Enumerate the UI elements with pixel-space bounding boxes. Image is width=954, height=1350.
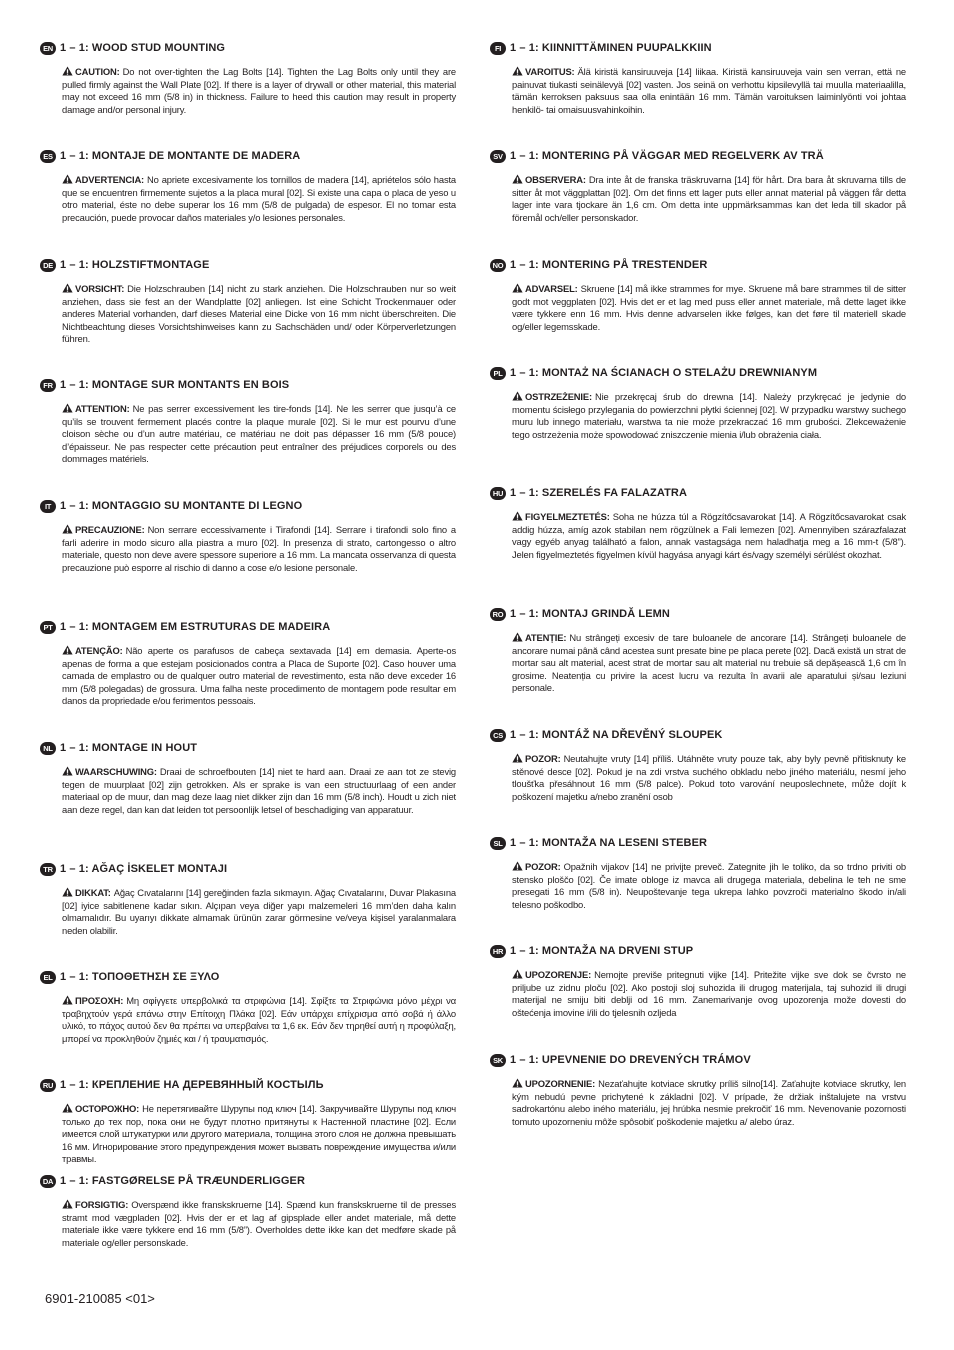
section-title: 1 – 1: KIINNITTÄMINEN PUUPALKKIIN bbox=[510, 42, 712, 54]
section-body bbox=[512, 511, 906, 561]
section-header bbox=[40, 1173, 452, 1189]
section-body bbox=[512, 753, 906, 803]
warning-triangle-icon bbox=[512, 1078, 523, 1088]
warning-keyword: VORSICHT: bbox=[75, 283, 125, 294]
section-body bbox=[512, 969, 906, 1019]
warning-triangle-icon bbox=[512, 511, 523, 521]
language-badge-icon: EN bbox=[40, 42, 56, 55]
section-header bbox=[490, 835, 902, 851]
warning-keyword: WAARSCHUWING: bbox=[75, 766, 157, 777]
warning-triangle-icon bbox=[512, 283, 523, 293]
warning-keyword: DIKKAT: bbox=[75, 887, 111, 898]
section-sk bbox=[490, 1052, 906, 1128]
warning-triangle-icon bbox=[512, 861, 523, 871]
section-it bbox=[40, 498, 456, 574]
section-title: 1 – 1: MONTAGGIO SU MONTANTE DI LEGNO bbox=[60, 500, 303, 512]
section-body bbox=[62, 66, 456, 116]
section-title: 1 – 1: WOOD STUD MOUNTING bbox=[60, 42, 226, 54]
warning-keyword: OSTRZEŻENIE: bbox=[525, 391, 592, 402]
warning-text: Do not over-tighten the Lag Bolts [14]. Tighten the Lag Bolts only until they are pulled firmly against the Wall Plate [02]. If there is a layer of drywall or other material, this material may not exceed 16 mm (5/8 in) in thickness. Failure to heed this caution may result in property damage and/or personal injury. bbox=[62, 66, 456, 115]
section-header bbox=[40, 861, 452, 877]
warning-text: Μη σφίγγετε υπερβολικά τα στριφώνια [14]. Σφίξτε τα Στριφώνια μόνο μέχρι να τραβηχτούν γερά επάνω στην Επίτοιχη Πλάκα [02]. Εάν υπάρχει επίχρισμα από σοβά ή άλλο υλικό, το πάχος αυτού δεν θα πρέπει να υπερβαίνει τα 1,6 εκ. Εάν δεν τηρηθεί αυτή η προφύλαξη, μπορεί να προκληθούν ζημιές και / ή τραυματισμός. bbox=[62, 995, 456, 1044]
section-header bbox=[490, 606, 902, 622]
section-header bbox=[490, 40, 902, 56]
warning-triangle-icon bbox=[512, 391, 523, 401]
warning-text: Älä kiristä kansiruuveja [14] liikaa. Kiristä kansiruuveja vain sen verran, että ne painuvat tiukasti seinälevyä [02] vasten. Jos seinä on verhottu kipsilevyllä tai muulla materiaalilla, tämän kerroksen paksuus saa olla enintään 16 mm. Tämän varoituksen laiminlyönti voi johtaa henkilö- tai omaisuusvahinkoihin. bbox=[512, 66, 906, 115]
section-body bbox=[512, 174, 906, 224]
section-body bbox=[512, 391, 906, 441]
warning-keyword: PRECAUZIONE: bbox=[75, 524, 145, 535]
section-title: 1 – 1: MONTAŽA NA LESENI STEBER bbox=[510, 837, 708, 849]
warning-keyword: OBSERVERA: bbox=[525, 174, 586, 185]
language-badge-icon: SL bbox=[490, 837, 506, 850]
warning-triangle-icon bbox=[62, 174, 73, 184]
language-badge-icon: ES bbox=[40, 150, 56, 163]
warning-triangle-icon bbox=[62, 403, 73, 413]
warning-triangle-icon bbox=[62, 283, 73, 293]
warning-keyword: POZOR: bbox=[525, 753, 561, 764]
section-pl bbox=[490, 365, 906, 441]
section-hu bbox=[490, 485, 906, 561]
warning-text: Nu strângeți excesiv de tare buloanele de ancorare [14]. Strângeți buloanele de ancorare numai până când acestea sunt presate bine pe placa perete [02]. Dacă există un strat de mortar sau alt material, acest strat de mortar sau alt material nu trebuie să depășească 1,6 cm în grosime. Neatenția cu privire la acest lucru va rezulta în avarii ale aparatului și/sau leziuni personale. bbox=[512, 632, 906, 694]
language-badge-icon: NO bbox=[490, 259, 506, 272]
language-badge-icon: HU bbox=[490, 487, 506, 500]
warning-keyword: ATTENTION: bbox=[75, 403, 130, 414]
language-badge-icon: FR bbox=[40, 379, 56, 392]
section-body bbox=[512, 1078, 906, 1128]
warning-keyword: CAUTION: bbox=[75, 66, 120, 77]
section-title: 1 – 1: FASTGØRELSE PÅ TRÆUNDERLIGGER bbox=[60, 1175, 306, 1187]
warning-text: Neutahujte vruty [14] příliš. Utáhněte vruty pouze tak, aby byly pevně přitisknuty ke stěnové desce [02]. Pokud je na zdi vrstva suchého obkladu nebo jiného materiálu, nesmí jeho tloušťka přesáhnout 16 mm (5/8 palce). Pokud toto varování neuposlechnete, může dojít k poškození majetku a/nebo zranění osob bbox=[512, 753, 906, 802]
section-title: 1 – 1: HOLZSTIFTMONTAGE bbox=[60, 259, 210, 271]
language-badge-icon: EL bbox=[40, 971, 56, 984]
warning-text: Overspænd ikke franskskruerne [14]. Spænd kun franskskruerne til de presses stramt mod vægpladen [02]. Hvis der er et lag af gipsplade eller andet materiale, må dette materiale ikke være tykkere end 16 mm (5/8”). Overholdes dette ikke kan det medføre skade på materiale og/eller personskade. bbox=[62, 1199, 456, 1248]
warning-triangle-icon bbox=[512, 632, 523, 642]
warning-keyword: VAROITUS: bbox=[525, 66, 575, 77]
section-de bbox=[40, 257, 456, 346]
warning-keyword: UPOZORENJE: bbox=[525, 969, 592, 980]
warning-triangle-icon bbox=[62, 645, 73, 655]
warning-keyword: ΠΡΟΣΟΧΗ: bbox=[75, 995, 124, 1006]
warning-triangle-icon bbox=[512, 969, 523, 979]
section-header bbox=[490, 943, 902, 959]
section-header bbox=[490, 365, 902, 381]
warning-triangle-icon bbox=[62, 524, 73, 534]
warning-text: Skruene [14] må ikke strammes for mye. Skruene må bare strammes til de sitter godt mot veggplaten [02]. Hvis det er et lag med puss eller annet materiale, må dette laget ikke være tykkere enn 16 mm. Hvis denne advarselen ikke følges, kan det føre til materiell skade og/eller legemsskade. bbox=[512, 283, 906, 332]
section-sv bbox=[490, 148, 906, 224]
section-fr bbox=[40, 377, 456, 466]
section-header bbox=[40, 257, 452, 273]
section-sl bbox=[490, 835, 906, 911]
warning-text: No apriete excesivamente los tornillos de madera [14], apriételos sólo hasta que se encuentren firmemente sujetos a la placa mural [02]. Si existe una capa o placa de yeso u otro material, éste no debe superar los 16 mm (5/8 de pulgada) de espesor. El no tomar esta precaución, puede provocar daños materiales y/o lesiones personales. bbox=[62, 174, 456, 223]
section-body bbox=[62, 1199, 456, 1249]
warning-text: Не перетягивайте Шурупы под ключ [14]. Закручивайте Шурупы под ключ только до тех пор, пока они не будут плотно притянуты к Настенной пластине [02]. Если имеется слой штукатурки или другого материала, толщина этого слоя не должна превышать 16 мм. Игнорирование этого предупреждения может вызвать повреждение имущества и/или травмы. bbox=[62, 1103, 456, 1165]
document-code: 6901-210085 <01> bbox=[45, 1291, 155, 1306]
language-badge-icon: HR bbox=[490, 945, 506, 958]
section-header bbox=[490, 727, 902, 743]
section-title: 1 – 1: UPEVNENIE DO DREVENÝCH TRÁMOV bbox=[510, 1054, 751, 1066]
warning-text: Soha ne húzza túl a Rögzítőcsavarokat [14]. A Rögzítőcsavarokat csak addig húzza, amíg azok stabilan nem rögzülnek a Fali lemezen [02]. Amennyiben szárazfalazat vagy egyéb anyag található a falon, annak vastagsága nem haladhatja meg a 16 mm-t (5/8”). Jelen figyelmeztetés figyelmen kívül hagyása anyagi kárt és/vagy személyi sérülést okozhat. bbox=[512, 511, 906, 560]
language-badge-icon: PL bbox=[490, 367, 506, 380]
warning-keyword: FORSIGTIG: bbox=[75, 1199, 129, 1210]
warning-text: Dra inte åt de franska träskruvarna [14] för hårt. Dra bara åt skruvarna tills de sitter åt mot väggplattan [02]. Om det finns ett lager puts eller annat material på väggen får detta lager inte vara tjockare än 1,6 cm. Om detta inte uppmärksammas kan det leda till skador på föremål och/eller personskador. bbox=[512, 174, 906, 223]
section-body bbox=[512, 66, 906, 116]
section-title: 1 – 1: AĞAÇ İSKELET MONTAJI bbox=[60, 863, 228, 875]
section-title: 1 – 1: MONTERING PÅ TRESTENDER bbox=[510, 259, 708, 271]
language-badge-icon: TR bbox=[40, 863, 56, 876]
warning-triangle-icon bbox=[62, 766, 73, 776]
section-body bbox=[62, 645, 456, 708]
section-body bbox=[62, 887, 456, 937]
warning-triangle-icon bbox=[512, 753, 523, 763]
section-body bbox=[512, 632, 906, 695]
section-es bbox=[40, 148, 456, 224]
warning-text: Nie przekręcaj śrub do drewna [14]. Należy przykręcać je jedynie do momentu ścisłego przylegania do powierzchni płytki ściennej [02]. W przypadku warstwy suchego muru lub innego materiału, warstwa ta nie może przekraczać 16 mm grubości. Zlekceważenie tego ostrzeżenia może spowodować zniszczenie mienia i/lub obrażenia ciała. bbox=[512, 391, 906, 440]
section-header bbox=[40, 740, 452, 756]
section-title: 1 – 1: MONTAŽA NA DRVENI STUP bbox=[510, 945, 694, 957]
section-header bbox=[490, 257, 902, 273]
section-body bbox=[512, 861, 906, 911]
section-fi bbox=[490, 40, 906, 116]
section-ro bbox=[490, 606, 906, 695]
warning-text: Ağaç Cıvatalarını [14] gereğinden fazla sıkmayın. Ağaç Cıvatalarını, Duvar Plakasına [02] iyice sabitlenene kadar sıkın. Alçıpan veya diğer yapı malzemeleri 16 mm’den daha kalın olmamalıdır. Bu uyarıyı dikkate almamak ürünün zarar görmesine ve/veya kişisel yaralanmalara neden olabilir. bbox=[62, 887, 456, 936]
warning-triangle-icon bbox=[62, 887, 73, 897]
section-ru bbox=[40, 1077, 456, 1166]
section-title: 1 – 1: MONTAŻ NA ŚCIANACH O STELAŻU DREWNIANYM bbox=[510, 367, 818, 379]
language-badge-icon: SV bbox=[490, 150, 506, 163]
section-pt bbox=[40, 619, 456, 708]
section-tr bbox=[40, 861, 456, 937]
section-title: 1 – 1: MONTERING PÅ VÄGGAR MED REGELVERK AV TRÄ bbox=[510, 150, 824, 162]
language-badge-icon: PT bbox=[40, 621, 56, 634]
warning-keyword: ATENȚIE: bbox=[525, 632, 567, 643]
section-title: 1 – 1: MONTAGE SUR MONTANTS EN BOIS bbox=[60, 379, 290, 391]
section-title: 1 – 1: ΤΟΠΟΘΕΤΗΣΗ ΣΕ ΞΥΛΟ bbox=[60, 971, 220, 983]
warning-triangle-icon bbox=[512, 66, 523, 76]
language-badge-icon: NL bbox=[40, 742, 56, 755]
language-badge-icon: FI bbox=[490, 42, 506, 55]
language-badge-icon: RU bbox=[40, 1079, 56, 1092]
section-hr bbox=[490, 943, 906, 1019]
section-body bbox=[62, 995, 456, 1045]
section-no bbox=[490, 257, 906, 333]
section-header bbox=[40, 498, 452, 514]
section-header bbox=[40, 619, 452, 635]
section-body bbox=[62, 403, 456, 466]
section-body bbox=[62, 766, 456, 816]
section-header bbox=[490, 148, 902, 164]
warning-triangle-icon bbox=[62, 1199, 73, 1209]
section-header bbox=[40, 1077, 452, 1093]
section-body bbox=[62, 1103, 456, 1166]
warning-text: Ne pas serrer excessivement les tire-fonds [14]. Ne les serrer que jusqu’à ce qu’ils se trouvent fermement placés contre la plaque murale [02]. Si le mur est pourvu d’une cloison sèche ou d’un autre matériau, ce matériau ne doit pas dépasser 16 mm (5/8 pouce) d’épaisseur. Ne pas respecter cette précaution peut entraîner des préjudices corporels ou des dommages matériels. bbox=[62, 403, 456, 465]
language-badge-icon: RO bbox=[490, 608, 506, 621]
warning-keyword: FIGYELMEZTETÉS: bbox=[525, 511, 610, 522]
warning-triangle-icon bbox=[512, 174, 523, 184]
section-body bbox=[62, 283, 456, 346]
language-badge-icon: IT bbox=[40, 500, 56, 513]
section-header bbox=[490, 1052, 902, 1068]
section-title: 1 – 1: MONTÁŽ NA DŘEVĚNÝ SLOUPEK bbox=[510, 729, 723, 741]
warning-keyword: UPOZORNENIE: bbox=[525, 1078, 596, 1089]
section-cs bbox=[490, 727, 906, 803]
warning-triangle-icon bbox=[62, 995, 73, 1005]
warning-triangle-icon bbox=[62, 1103, 73, 1113]
section-body bbox=[62, 174, 456, 224]
section-title: 1 – 1: MONTAGEM EM ESTRUTURAS DE MADEIRA bbox=[60, 621, 331, 633]
section-en bbox=[40, 40, 456, 116]
language-badge-icon: DA bbox=[40, 1175, 56, 1188]
warning-text: Nemojte previše pritegnuti vijke [14]. Pritežite vijke sve dok se čvrsto ne priljube uz zidnu ploču [02]. Ako postoji sloj suhozida ili drugog materijala, taj suhozid ili drugi materijal ne smiju biti deblji od 16 mm. Zanemarivanje ovog upozorenja može dovesti do oštećenja imovine i/ili do tjelesnih ozljeda bbox=[512, 969, 906, 1018]
warning-text: Nezaťahujte kotviace skrutky príliš silno[14]. Zaťahujte kotviace skrutky, len kým nebudú pevne prichytené k základni [02]. V prípade, že držiak inštalujete na vrstvu sadrokartónu alebo iného materiálu, jej hrúbka nesmie prekročiť 16 mm. Nevenovanie pozornosti tomuto upozorneniu môže spôsobiť poškodenie majetku a/ alebo úraz. bbox=[512, 1078, 906, 1127]
warning-text: Die Holzschrauben [14] nicht zu stark anziehen. Die Holzschrauben nur so weit anziehen, dass sie fest an der Wandplatte [02] anliegen. Ist eine Schicht Trockenmauer oder anderes Material vorhanden, darf dieses Material eine Dicke von 16 mm nicht überschreiten. Die Nichtbeachtung dieses Vorsichtshinweises kann zu Sachschäden und/ oder Körperverletzungen führen. bbox=[62, 283, 456, 345]
section-title: 1 – 1: SZERELÉS FA FALAZATRA bbox=[510, 487, 687, 499]
section-da bbox=[40, 1173, 456, 1249]
section-header bbox=[40, 40, 452, 56]
warning-keyword: POZOR: bbox=[525, 861, 561, 872]
section-body bbox=[62, 524, 456, 574]
warning-keyword: ОСТОРОЖНО: bbox=[75, 1103, 140, 1114]
section-body bbox=[512, 283, 906, 333]
section-el bbox=[40, 969, 456, 1045]
warning-keyword: ATENÇÃO: bbox=[75, 645, 123, 656]
section-title: 1 – 1: КРЕПЛЕНИЕ НА ДЕРЕВЯННЫЙ КОСТЫЛЬ bbox=[60, 1079, 324, 1091]
warning-keyword: ADVARSEL: bbox=[525, 283, 578, 294]
section-header bbox=[490, 485, 902, 501]
warning-text: Não aperte os parafusos de cabeça sextavada [14] em demasia. Aperte-os apenas de forma a que estejam posicionados contra a Placa de Suporte [02]. Caso houver uma camada de emplastro ou de qualquer outro material de revestimento, esta não deve exceder 16 mm (5/8 polegadas) de grossura. Uma falha neste procedimento de montagem pode resultar em danos da propriedade e/ou ferimentos pessoais. bbox=[62, 645, 456, 707]
language-badge-icon: CS bbox=[490, 729, 506, 742]
language-badge-icon: SK bbox=[490, 1054, 506, 1067]
section-header bbox=[40, 377, 452, 393]
section-header bbox=[40, 969, 452, 985]
warning-text: Draai de schroefbouten [14] niet te hard aan. Draai ze aan tot ze stevig tegen de muurplaat [02] zijn getrokken. Als er sprake is van een structuurlaag of een ander materiaal op de muur, dan mag deze laag niet dikker zijn dan 16 mm (5/8 inch). Houdt u zich niet aan deze regel, dan kan dat leiden tot persoonlijk letsel of beschadiging van apparatuur. bbox=[62, 766, 456, 815]
section-title: 1 – 1: MONTAJ GRINDĂ LEMN bbox=[510, 608, 670, 620]
warning-keyword: ADVERTENCIA: bbox=[75, 174, 145, 185]
warning-triangle-icon bbox=[62, 66, 73, 76]
warning-text: Non serrare eccessivamente i Tirafondi [14]. Serrare i tirafondi solo fino a farli aderire in modo sicuro alla piastra a muro [02]. In presenza di strato, cartongesso o altro materiale, questo non deve avere spessore superiore a 16 mm. La mancata osservanza di questa precauzione può esporre al rischio di danno a cose e/o lesione personale. bbox=[62, 524, 456, 573]
section-header bbox=[40, 148, 452, 164]
language-badge-icon: DE bbox=[40, 259, 56, 272]
section-title: 1 – 1: MONTAGE IN HOUT bbox=[60, 742, 198, 754]
section-title: 1 – 1: MONTAJE DE MONTANTE DE MADERA bbox=[60, 150, 301, 162]
section-nl bbox=[40, 740, 456, 816]
warning-text: Opažnih vijakov [14] ne privijte preveč. Zategnite jih le toliko, da so trdno priviti ob stensko ploščo [02]. Če imate obloge iz mavca ali drugega materiala, debelina le teh ne sme presegati 16 mm (5/8 in). Neupoštevanje tega ukrepa lahko povzroči materialno škodo in/ali telesno poškodbo. bbox=[512, 861, 906, 910]
